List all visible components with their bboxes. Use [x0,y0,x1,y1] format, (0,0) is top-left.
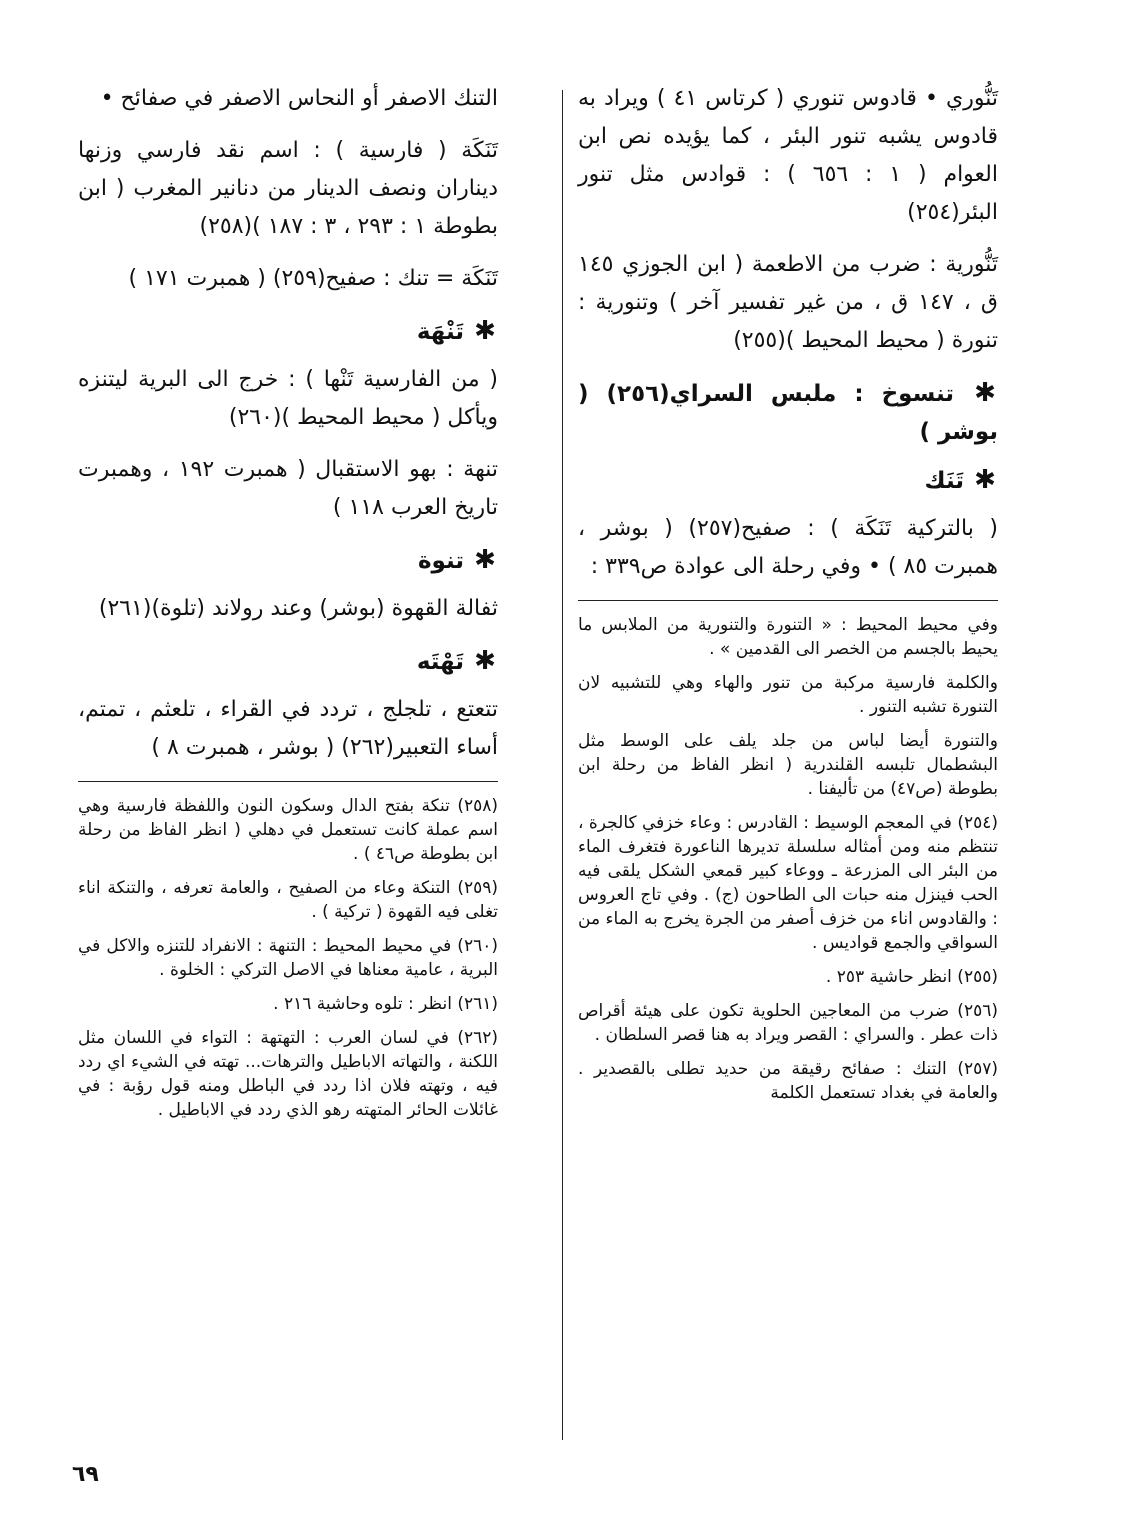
entry-tannuriya: تَنُّورية : ضرب من الاطعمة ( ابن الجوزي ١٤٥ ق ، ١٤٧ ق ، من غير تفسير آخر ) وتنورية : تنورة ( محيط المحيط )(٢٥٥) [578,252,998,353]
entry-star-icon: ✱ [474,545,496,575]
entry-tahtah-body: تتعتع ، تلجلج ، تردد في القراء ، تلعثم ، تمتم، أساء التعبير(٢٦٢) ( بوشر ، همبرت ٨ ) [78,697,498,760]
column-divider [562,90,563,1440]
entry-tanha-2: تنهة : بهو الاستقبال ( همبرت ١٩٢ ، وهمبرت تاريخ العرب ١١٨ ) [78,457,498,520]
right-column [578,80,998,1115]
footnote: (٢٦٠) في محيط المحيط : التنهة : الانفراد للتنزه والاكل في البرية ، عامية معناها في الاصل التركي : الخلوة . [78,936,498,980]
left-column [78,80,498,1132]
page-number: ٦٩ [72,1462,99,1487]
entry-tank-continued: التنك الاصفر أو النحاس الاصفر في صفائح • [100,86,498,111]
footnote-rule [78,781,498,782]
entry-tanwa-head: تنوة [417,548,464,574]
footnote: (٢٥٩) التنكة وعاء من الصفيح ، والعامة تعرفه ، والتنكة اناء تغلى فيه القهوة ( تركية ) . [78,878,498,922]
footnote: والكلمة فارسية مركبة من تنور والهاء وهي للتشبيه لان التنورة تشبه التنور . [578,673,998,717]
footnote: (٢٥٧) التنك : صفائح رقيقة من حديد تطلى بالقصدير . والعامة في بغداد تستعمل الكلمة [578,1059,998,1103]
entry-tanaka-1: تَنَكَة ( فارسية ) : اسم نقد فارسي وزنها ديناران ونصف الدينار من دنانير المغرب ( ابن بطوطة ١ : ٢٩٣ ، ٣ : ١٨٧ )(٢٥٨) [78,138,498,239]
footnote: (٢٥٦) ضرب من المعاجين الحلوية تكون على هيئة أقراص ذات عطر . والسراي : القصر ويراد به هنا قصر السلطان . [578,1001,998,1045]
entry-tank-head: تَنَك [924,468,964,494]
left-main-text [78,80,498,767]
entry-star-icon: ✱ [974,378,996,408]
left-footnotes [78,794,498,1122]
entry-tanwa-body: ثفالة القهوة (بوشر) وعند رولاند (تلوة)(٢٦١) [98,596,498,621]
footnote: وفي محيط المحيط : « التنورة والتنورية من الملابس ما يحيط بالجسم من الخصر الى القدمين » . [578,615,998,659]
entry-star-icon: ✱ [474,316,496,346]
entry-tahtah-heading [78,642,498,681]
entry-star-icon: ✱ [474,646,496,676]
entry-tanha-head: تَنْهَة [416,319,464,345]
footnote: والتنورة أيضا لباس من جلد يلف على الوسط مثل البشطمال تلبسه القلندرية ( انظر الفاظ من رحلة ابن بطوطة (ص٤٧) من تأليفنا . [578,731,998,799]
entry-tahtah-head: تَهْتَه [416,649,464,675]
entry-tanaka-2: تَنَكَة = تنك : صفيح(٢٥٩) ( همبرت ١٧١ ) [128,266,498,291]
footnote-rule [578,600,998,601]
footnote: (٢٦١) انظر : تلوه وحاشية ٢١٦ . [273,994,498,1014]
entry-tanwa-heading [78,541,498,580]
footnote: (٢٥٤) في المعجم الوسيط : القادرس : وعاء خزفي كالجرة ، تنتظم منه ومن أمثاله سلسلة تديرها الناعورة فتغرف الماء من البئر الى المزرعة ـ ووعاء كبير قمعي الشكل يلقى فيه الحب فينزل منه حبات الى الطاحون (ج) . وفي تاج العروس : والقادوس اناء من خزف أصفر من الجرة يخرج به الماء من السواقي والجمع قواديس . [577,813,998,953]
footnote: (٢٦٢) في لسان العرب : التهتهة : التواء في اللسان مثل اللكنة ، والتهاته الاباطيل والترهات... تهته في الشيء اي ردد فيه ، وتهته فلان اذا ردد في الباطل ومنه قول رؤبة : في غائلات الحائر المتهته رهو الذي ردد في الاباطيل . [78,1028,498,1120]
entry-star-icon: ✱ [974,465,996,495]
footnote: (٢٥٨) تنكة بفتح الدال وسكون النون واللفظة فارسية وهي اسم عملة كانت تستعمل في دهلي ( انظر الفاظ من رحلة ابن بطوطة ص٤٦ ) . [78,796,498,864]
entry-tannuri: تَنُّوري • قادوس تنوري ( كرتاس ٤١ ) ويراد به قادوس يشبه تنور البئر ، كما يؤيده نص ابن العوام ( ١ : ٦٥٦ ) : قوادس مثل تنور البئر(٢٥٤) [578,86,999,225]
right-footnotes [578,613,998,1105]
entry-tanha-heading [78,312,498,351]
right-main-text [578,80,998,586]
entry-tank-body: ( بالتركية تَنَكَة ) : صفيح(٢٥٧) ( بوشر ، همبرت ٨٥ ) • وفي رحلة الى عوادة ص٣٣٩ : [578,516,998,579]
footnote: (٢٥٥) انظر حاشية ٢٥٣ . [825,967,998,987]
entry-tank-heading [578,461,998,500]
entry-tansukh-text: تنسوخ : ملبس السراي(٢٥٦) ( بوشر ) [578,381,998,445]
entry-tansukh [578,374,998,451]
entry-tanha-body: ( من الفارسية تَنْها ) : خرج الى البرية ليتنزه ويأكل ( محيط المحيط )(٢٦٠) [78,367,498,430]
